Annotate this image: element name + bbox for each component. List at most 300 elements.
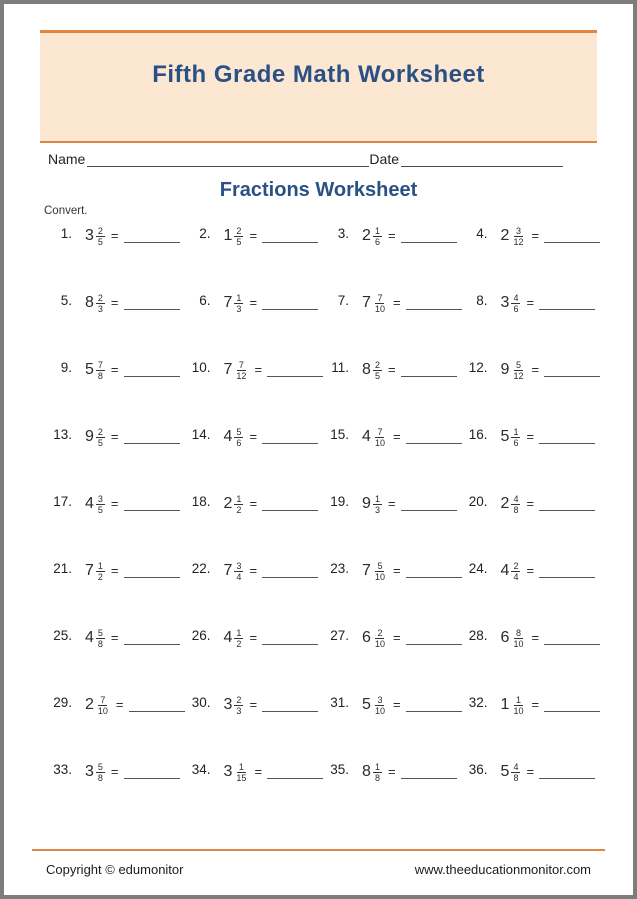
problem-number: 29. (53, 695, 72, 710)
problem-item (323, 224, 462, 291)
denominator: 10 (513, 706, 524, 717)
equals-sign: = (526, 764, 535, 779)
problem-number: 6. (199, 293, 211, 308)
whole-number: 4 (223, 629, 233, 646)
fraction (511, 760, 520, 784)
equals-sign: = (387, 764, 396, 779)
whole-number: 6 (362, 629, 371, 646)
answer-blank (539, 291, 595, 310)
problem-item (46, 760, 185, 827)
numerator: 5 (515, 360, 521, 370)
problem-number: 5. (60, 293, 72, 308)
equals-sign: = (531, 228, 540, 243)
problem-number: 17. (53, 494, 72, 509)
answer-blank (262, 224, 318, 243)
problem-item (323, 492, 462, 559)
equals-sign: = (387, 228, 396, 243)
numerator: 7 (97, 360, 103, 370)
answer-blank (262, 626, 318, 645)
fraction (96, 358, 105, 382)
denominator: 2 (236, 639, 242, 650)
header-banner (40, 30, 597, 143)
mixed-number (85, 291, 105, 315)
numerator: 2 (97, 293, 103, 303)
problem-item (185, 693, 324, 760)
problem-number: 14. (191, 427, 211, 442)
answer-blank (406, 626, 462, 645)
denominator: 12 (513, 237, 524, 248)
whole-number: 5 (500, 763, 510, 780)
answer-blank (267, 760, 323, 779)
mixed-number (85, 358, 105, 382)
numerator: 1 (238, 762, 244, 772)
problem-item (323, 291, 462, 358)
numerator: 1 (513, 427, 519, 437)
equals-sign: = (526, 295, 535, 310)
page-title: Fifth Grade Math Worksheet (152, 61, 485, 88)
fraction (511, 492, 520, 516)
numerator: 2 (97, 427, 103, 437)
copyright-text: Copyright © edumonitor (46, 862, 184, 877)
denominator: 3 (236, 304, 242, 315)
answer-blank (262, 291, 318, 310)
denominator: 2 (97, 572, 103, 583)
fraction (511, 693, 525, 717)
name-date-row (48, 148, 563, 167)
denominator: 8 (97, 639, 103, 650)
equals-sign: = (110, 630, 119, 645)
problem-item (46, 425, 185, 492)
whole-number: 4 (500, 562, 510, 579)
denominator: 8 (513, 505, 519, 516)
numerator: 1 (236, 494, 242, 504)
mixed-number (362, 291, 387, 315)
answer-blank (539, 559, 595, 578)
equals-sign: = (526, 563, 535, 578)
numerator: 3 (236, 561, 242, 571)
whole-number: 4 (85, 495, 94, 512)
fraction (96, 492, 105, 516)
whole-number: 1 (500, 696, 510, 713)
fraction (511, 626, 525, 650)
denominator: 6 (374, 237, 380, 248)
denominator: 3 (236, 706, 242, 717)
problem-number: 30. (191, 695, 211, 710)
problem-number: 28. (468, 628, 488, 643)
answer-blank (401, 760, 457, 779)
worksheet-title: Fractions Worksheet (219, 179, 418, 201)
fraction (234, 224, 243, 248)
equals-sign: = (392, 295, 401, 310)
problem-number: 16. (468, 427, 488, 442)
problem-item (185, 559, 324, 626)
denominator: 10 (374, 304, 385, 315)
fraction (373, 693, 387, 717)
mixed-number (85, 559, 105, 583)
name-blank-line (87, 152, 369, 167)
equals-sign: = (392, 563, 401, 578)
problem-item (462, 425, 601, 492)
denominator: 3 (374, 505, 380, 516)
numerator: 1 (374, 226, 380, 236)
problem-item (462, 559, 601, 626)
problem-item (185, 291, 324, 358)
mixed-number (224, 291, 244, 315)
answer-blank (539, 492, 595, 511)
whole-number: 7 (223, 562, 233, 579)
equals-sign: = (249, 630, 258, 645)
denominator: 4 (236, 572, 242, 583)
answer-blank (262, 492, 318, 511)
whole-number: 2 (85, 696, 94, 713)
answer-blank (124, 626, 180, 645)
answer-blank (124, 358, 180, 377)
problem-item (462, 626, 601, 693)
problem-item (462, 693, 601, 760)
whole-number: 7 (362, 294, 371, 311)
problem-number: 36. (468, 762, 488, 777)
date-blank-line (401, 152, 563, 167)
fraction (373, 425, 387, 449)
fraction (511, 291, 520, 315)
denominator: 6 (513, 304, 519, 315)
problem-number: 23. (330, 561, 350, 576)
answer-blank (401, 492, 457, 511)
equals-sign: = (115, 697, 124, 712)
problem-item (185, 760, 324, 827)
fraction (96, 626, 105, 650)
date-label: Date (369, 151, 399, 167)
fraction (96, 224, 105, 248)
problem-number: 4. (476, 226, 488, 241)
mixed-number (362, 425, 387, 449)
problem-item (323, 626, 462, 693)
mixed-number (224, 224, 244, 248)
fraction (373, 559, 387, 583)
equals-sign: = (110, 228, 119, 243)
numerator: 7 (377, 293, 383, 303)
fraction (234, 559, 243, 583)
whole-number: 3 (85, 227, 94, 244)
mixed-number (362, 492, 382, 516)
fraction (96, 291, 105, 315)
problem-number: 27. (330, 628, 350, 643)
problem-number: 1. (60, 226, 72, 241)
whole-number: 7 (223, 294, 233, 311)
fraction (234, 760, 248, 784)
denominator: 4 (513, 572, 519, 583)
mixed-number (362, 693, 387, 717)
whole-number: 8 (85, 294, 94, 311)
whole-number: 5 (500, 428, 510, 445)
problem-number: 25. (53, 628, 72, 643)
problem-item (462, 760, 601, 827)
problem-number: 24. (468, 561, 488, 576)
problem-item (462, 492, 601, 559)
equals-sign: = (249, 496, 258, 511)
answer-blank (539, 760, 595, 779)
answer-blank (406, 559, 462, 578)
mixed-number (501, 626, 526, 650)
equals-sign: = (392, 697, 401, 712)
problem-item (185, 425, 324, 492)
mixed-number (85, 492, 105, 516)
equals-sign: = (387, 496, 396, 511)
numerator: 1 (374, 762, 380, 772)
answer-blank (406, 693, 462, 712)
whole-number: 8 (362, 361, 371, 378)
problem-item (185, 626, 324, 693)
fraction (373, 291, 387, 315)
whole-number: 3 (223, 763, 233, 780)
problem-number: 12. (468, 360, 488, 375)
problem-number: 10. (191, 360, 211, 375)
equals-sign: = (110, 429, 119, 444)
mixed-number (362, 760, 382, 784)
mixed-number (501, 559, 521, 583)
whole-number: 2 (223, 495, 233, 512)
problem-number: 18. (191, 494, 211, 509)
numerator: 5 (97, 628, 103, 638)
numerator: 7 (100, 695, 106, 705)
problem-item (462, 291, 601, 358)
fraction (373, 358, 382, 382)
answer-blank (124, 760, 180, 779)
problem-item (46, 291, 185, 358)
denominator: 15 (236, 773, 247, 784)
fraction (511, 358, 525, 382)
problem-item (46, 559, 185, 626)
denominator: 10 (374, 706, 385, 717)
fraction (234, 492, 243, 516)
numerator: 3 (97, 494, 103, 504)
numerator: 3 (377, 695, 383, 705)
whole-number: 2 (500, 227, 510, 244)
problem-item (46, 492, 185, 559)
equals-sign: = (249, 295, 258, 310)
equals-sign: = (110, 563, 119, 578)
problem-number: 13. (53, 427, 72, 442)
answer-blank (267, 358, 323, 377)
denominator: 10 (374, 572, 385, 583)
equals-sign: = (526, 429, 535, 444)
answer-blank (406, 291, 462, 310)
answer-blank (262, 559, 318, 578)
problem-item (46, 358, 185, 425)
numerator: 2 (236, 695, 242, 705)
denominator: 12 (236, 371, 247, 382)
mixed-number (85, 760, 105, 784)
whole-number: 7 (85, 562, 94, 579)
mixed-number (501, 425, 521, 449)
denominator: 8 (97, 773, 103, 784)
numerator: 2 (236, 226, 242, 236)
mixed-number (224, 693, 244, 717)
mixed-number (501, 291, 521, 315)
problem-number: 26. (191, 628, 211, 643)
denominator: 8 (97, 371, 103, 382)
problem-number: 8. (476, 293, 488, 308)
numerator: 4 (513, 293, 519, 303)
answer-blank (124, 291, 180, 310)
problem-number: 22. (191, 561, 211, 576)
equals-sign: = (526, 496, 535, 511)
numerator: 1 (236, 293, 242, 303)
whole-number: 5 (362, 696, 371, 713)
fraction (234, 358, 248, 382)
instruction-text: Convert. (44, 205, 88, 217)
denominator: 10 (374, 438, 385, 449)
problem-number: 9. (60, 360, 72, 375)
numerator: 1 (374, 494, 380, 504)
numerator: 7 (377, 427, 383, 437)
equals-sign: = (249, 228, 258, 243)
mixed-number (224, 358, 249, 382)
numerator: 8 (515, 628, 521, 638)
fraction (511, 559, 520, 583)
problem-number: 15. (330, 427, 350, 442)
denominator: 10 (374, 639, 385, 650)
answer-blank (539, 425, 595, 444)
numerator: 1 (515, 695, 521, 705)
denominator: 3 (97, 304, 103, 315)
mixed-number (85, 425, 105, 449)
mixed-number (362, 626, 387, 650)
numerator: 2 (374, 360, 380, 370)
equals-sign: = (531, 630, 540, 645)
equals-sign: = (254, 362, 263, 377)
numerator: 7 (238, 360, 244, 370)
answer-blank (544, 358, 600, 377)
whole-number: 4 (223, 428, 233, 445)
mixed-number (224, 626, 244, 650)
answer-blank (544, 626, 600, 645)
whole-number: 7 (362, 562, 371, 579)
equals-sign: = (254, 764, 263, 779)
whole-number: 2 (362, 227, 371, 244)
problem-item (185, 358, 324, 425)
numerator: 2 (513, 561, 519, 571)
answer-blank (401, 224, 457, 243)
problem-item (462, 358, 601, 425)
fraction (234, 693, 243, 717)
mixed-number (501, 358, 526, 382)
mixed-number (501, 693, 526, 717)
mixed-number (224, 425, 244, 449)
equals-sign: = (392, 630, 401, 645)
numerator: 1 (236, 628, 242, 638)
mixed-number (362, 358, 382, 382)
numerator: 4 (513, 762, 519, 772)
problem-item (46, 626, 185, 693)
answer-blank (124, 425, 180, 444)
answer-blank (124, 224, 180, 243)
numerator: 3 (515, 226, 521, 236)
mixed-number (224, 760, 249, 784)
denominator: 5 (236, 237, 242, 248)
numerator: 4 (513, 494, 519, 504)
mixed-number (501, 492, 521, 516)
problem-item (323, 760, 462, 827)
answer-blank (129, 693, 185, 712)
denominator: 2 (236, 505, 242, 516)
denominator: 6 (236, 438, 242, 449)
mixed-number (362, 224, 382, 248)
numerator: 5 (97, 762, 103, 772)
problem-number: 31. (330, 695, 350, 710)
mixed-number (224, 559, 244, 583)
problem-number: 3. (337, 226, 350, 241)
numerator: 2 (377, 628, 383, 638)
mixed-number (85, 224, 105, 248)
equals-sign: = (531, 697, 540, 712)
problem-item (46, 693, 185, 760)
problem-number: 34. (191, 762, 211, 777)
whole-number: 8 (362, 763, 371, 780)
denominator: 5 (374, 371, 380, 382)
equals-sign: = (110, 295, 119, 310)
whole-number: 9 (500, 361, 510, 378)
answer-blank (401, 358, 457, 377)
fraction (96, 693, 110, 717)
denominator: 5 (97, 505, 103, 516)
equals-sign: = (110, 496, 119, 511)
fraction (96, 559, 105, 583)
fraction (373, 224, 382, 248)
equals-sign: = (249, 563, 258, 578)
whole-number: 3 (500, 294, 510, 311)
denominator: 10 (97, 706, 108, 717)
mixed-number (85, 693, 110, 717)
fraction (373, 760, 382, 784)
fraction (373, 626, 387, 650)
problem-item (185, 224, 324, 291)
problem-number: 11. (331, 360, 350, 375)
problem-item (323, 425, 462, 492)
problem-number: 35. (330, 762, 350, 777)
mixed-number (501, 224, 526, 248)
equals-sign: = (249, 697, 258, 712)
whole-number: 2 (500, 495, 510, 512)
answer-blank (544, 693, 600, 712)
problem-item (323, 559, 462, 626)
whole-number: 4 (85, 629, 94, 646)
answer-blank (544, 224, 600, 243)
whole-number: 5 (85, 361, 94, 378)
mixed-number (224, 492, 244, 516)
fraction (234, 291, 243, 315)
problem-item (462, 224, 601, 291)
mixed-number (85, 626, 105, 650)
mixed-number (362, 559, 387, 583)
equals-sign: = (392, 429, 401, 444)
problem-number: 7. (337, 293, 350, 308)
name-label: Name (48, 151, 86, 167)
whole-number: 9 (362, 495, 371, 512)
answer-blank (262, 425, 318, 444)
equals-sign: = (110, 362, 119, 377)
mixed-number (501, 760, 521, 784)
denominator: 10 (513, 639, 524, 650)
problem-number: 20. (468, 494, 488, 509)
answer-blank (262, 693, 318, 712)
denominator: 5 (97, 438, 103, 449)
numerator: 5 (236, 427, 242, 437)
fraction (96, 425, 105, 449)
fraction (96, 760, 105, 784)
whole-number: 6 (500, 629, 510, 646)
fraction (511, 425, 520, 449)
